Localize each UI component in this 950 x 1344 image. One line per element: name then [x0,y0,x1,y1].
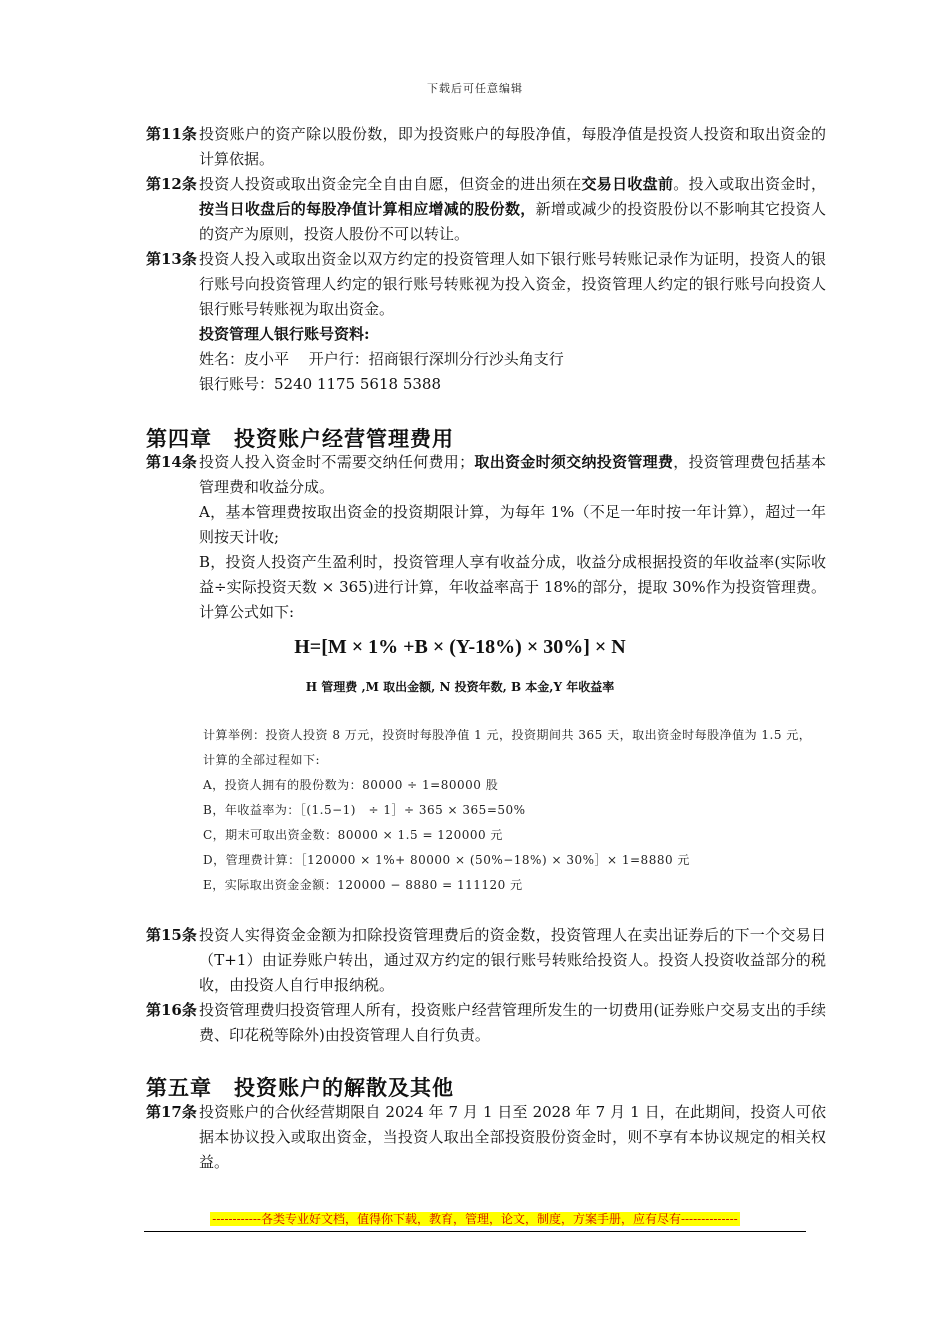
fee-formula: H=[M × 1% +B × (Y-18%) × 30%] × N [294,636,626,658]
bank-account-number: 银行账号：5240 1175 5618 5388 [199,375,442,393]
bold-run: 交易日收盘前 [581,175,674,193]
chapter-number: 第四章 [146,426,212,451]
article-number: 第16条 [146,1001,197,1019]
example-step-d: D，管理费计算：［120000 × 1%+ 80000 × (50%−18%) × 30%］× 1=8880 元 [203,853,690,867]
article-12 [146,172,826,247]
chapter-4-heading [146,423,454,453]
article-text: 投资账户的合伙经营期限自 2024 年 7 月 1 日至 2028 年 7 月 1 日，在此期间，投资人可依据本协议投入或取出资金，当投资人取出全部投资股份资金时，则不享有本协议规定的相关权益。 [199,1103,826,1171]
clause-a: A，基本管理费按取出资金的投资期限计算，为每年 1%（不足一年时按一年计算），超过一年则按天计收; [199,503,826,546]
article-17 [146,1100,826,1175]
calculation-example [203,723,813,898]
text-run: 投资人投入资金时不需要交纳任何费用； [199,453,475,471]
footer-banner [0,1210,950,1227]
article-number: 第13条 [146,250,197,268]
chapter-number: 第五章 [146,1075,212,1100]
text-run: 。投入或取出资金时， [673,175,826,193]
formula-legend: H 管理费 ,M 取出金额, N 投资年数, B 本金,Y 年收益率 [305,680,615,694]
article-text: 投资人投入或取出资金以双方约定的投资管理人如下银行账号转账记录作为证明，投资人的银行账号向投资管理人约定的银行账号转账视为投入资金，投资管理人约定的银行账号向投资人银行账号转账视为取出资金。 [199,250,826,318]
article-text: 投资账户的资产除以股份数，即为投资账户的每股净值，每股净值是投资人投资和取出资金的计算依据。 [199,125,826,168]
example-step-c: C，期末可取出资金数：80000 × 1.5 = 120000 元 [203,828,503,842]
bank-account-name: 姓名：皮小平 开户行：招商银行深圳分行沙头角支行 [199,350,564,368]
article-text: 投资管理费归投资管理人所有，投资账户经营管理所发生的一切费用(证券账户交易支出的手续费、印花税等除外)由投资管理人自行负责。 [199,1001,826,1044]
article-text [199,172,826,247]
clause-b: B，投资人投资产生盈利时，投资管理人享有收益分成，收益分成根据投资的年收益率(实际收益÷实际投资天数 × 365)进行计算，年收益率高于 18%的部分，提取 30%作为投资管理费。计算公式如下: [199,553,826,621]
bank-account-heading: 投资管理人银行账号资料: [199,325,370,343]
chapter-title: 投资账户经营管理费用 [234,426,454,451]
footer-banner-text: ------------各类专业好文档，值得你下载，教育，管理，论文，制度，方案手册，应有尽有-------------- [212,1212,738,1226]
bold-run: 按当日收盘后的每股净值计算相应增减的股份数， [199,200,536,218]
article-13 [146,247,826,397]
text-run: ，投资管理费包括基本管理费和收益分成。 [199,453,826,496]
example-step-b: B，年收益率为：［(1.5−1) ÷ 1］÷ 365 × 365=50% [203,803,526,817]
article-11 [146,122,826,172]
article-number: 第11条 [146,125,197,143]
example-step-a: A，投资人拥有的股份数为：80000 ÷ 1=80000 股 [203,778,499,792]
bold-run: 取出资金时须交纳投资管理费 [474,453,674,471]
footer-divider [144,1231,806,1232]
article-text [199,450,826,500]
chapter-5-heading [146,1072,454,1102]
article-number: 第14条 [146,453,197,471]
example-step-e: E，实际取出资金金额：120000 − 8880 = 111120 元 [203,878,523,892]
article-text: 投资人实得资金金额为扣除投资管理费后的资金数，投资管理人在卖出证券后的下一个交易日（T+1）由证券账户转出，通过双方约定的银行账号转账给投资人。投资人投资收益部分的税收，由投资人自行申报纳税。 [199,926,826,994]
article-16 [146,998,826,1048]
header-note: 下载后可任意编辑 [427,82,523,95]
article-number: 第12条 [146,175,197,193]
text-run: 投资人投资或取出资金完全自由自愿，但资金的进出须在 [199,175,582,193]
text-run: 新增或减少的投资股份以不影响其它投资人的资产为原则，投资人股份不可以转让。 [199,200,826,243]
article-14 [146,450,826,625]
example-intro: 计算举例：投资人投资 8 万元，投资时每股净值 1 元，投资期间共 365 天，取出资金时每股净值为 1.5 元，计算的全部过程如下: [203,728,812,767]
chapter-title: 投资账户的解散及其他 [234,1075,454,1100]
article-15 [146,923,826,998]
article-number: 第17条 [146,1103,197,1121]
article-number: 第15条 [146,926,197,944]
